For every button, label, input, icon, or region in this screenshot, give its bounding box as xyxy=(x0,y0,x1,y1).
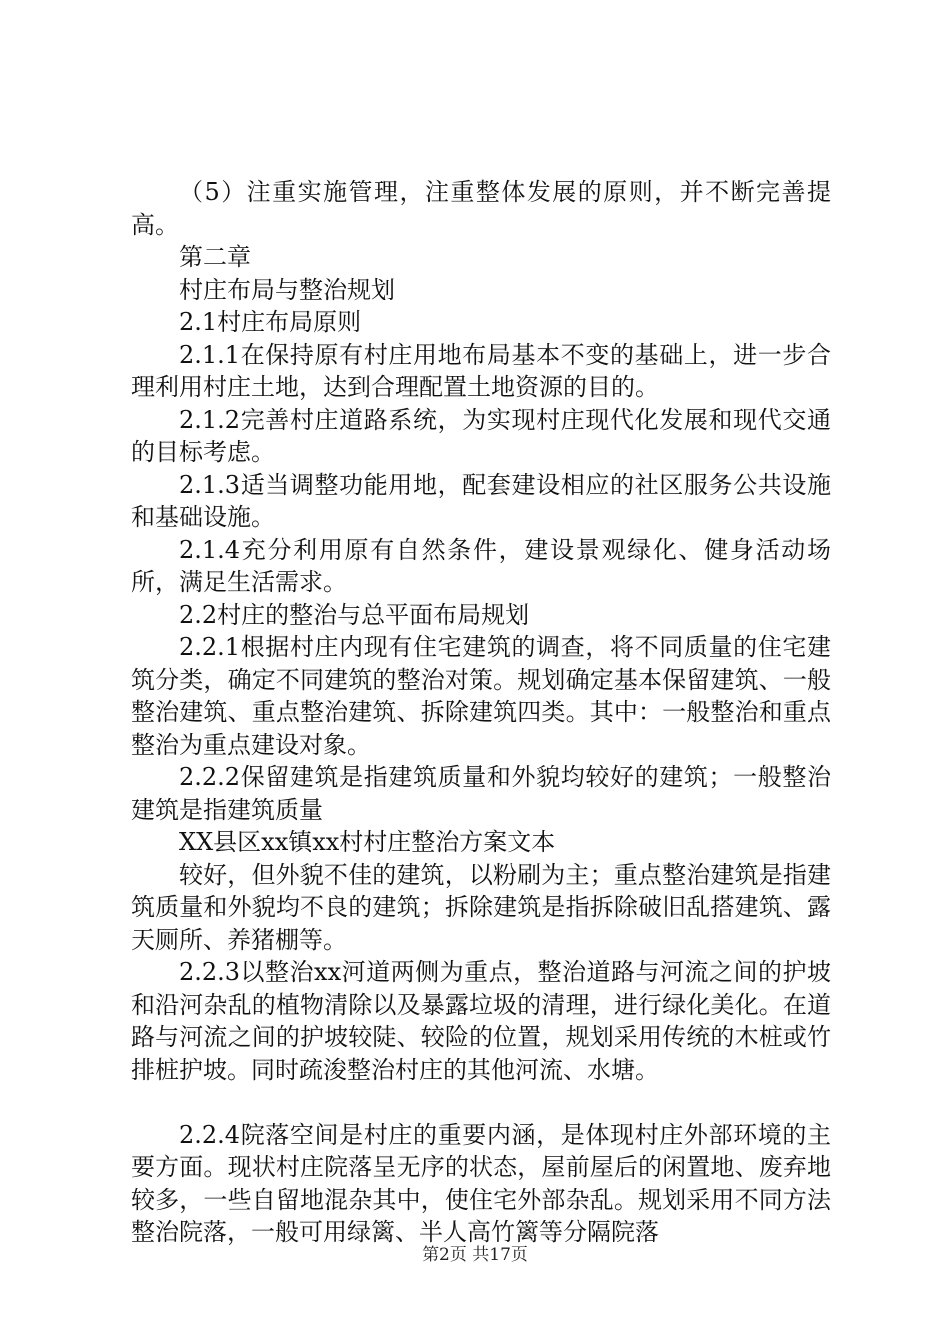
paragraph-2-1-2: 2.1.2完善村庄道路系统，为实现村庄现代化发展和现代交通的目标考虑。 xyxy=(131,405,831,466)
paragraph-2-1-4: 2.1.4充分利用原有自然条件，建设景观绿化、健身活动场所，满足生活需求。 xyxy=(131,535,831,596)
paragraph-principle-5: （5）注重实施管理，注重整体发展的原则，并不断完善提高。 xyxy=(131,178,831,239)
blank-line xyxy=(131,1086,831,1119)
chapter-title: 村庄布局与整治规划 xyxy=(179,275,395,304)
paragraph-2-2-2-continued: 较好，但外貌不佳的建筑，以粉刷为主；重点整治建筑是指建筑质量和外貌均不良的建筑；拆除建筑是指拆除破旧乱搭建筑、露天厕所、养猪棚等。 xyxy=(131,860,831,954)
paragraph-2-1-3: 2.1.3适当调整功能用地，配套建设相应的社区服务公共设施和基础设施。 xyxy=(131,470,831,531)
paragraph-2-2-2: 2.2.2保留建筑是指建筑质量和外貌均较好的建筑；一般整治建筑是指建筑质量 xyxy=(131,763,831,824)
document-running-title: XX县区xx镇xx村村庄整治方案文本 xyxy=(179,828,556,856)
chapter-number: 第二章 xyxy=(179,243,251,271)
paragraph-2-2-1: 2.2.1根据村庄内现有住宅建筑的调查，将不同质量的住宅建筑分类，确定不同建筑的整治对策。规划确定基本保留建筑、一般整治建筑、重点整治建筑、拆除建筑四类。其中：一般整治和重点整治为重点建设对象。 xyxy=(131,633,831,759)
document-body xyxy=(131,176,831,1249)
paragraph-2-2-4: 2.2.4院落空间是村庄的重要内涵，是体现村庄外部环境的主要方面。现状村庄院落呈无序的状态，屋前屋后的闲置地、废弃地较多，一些自留地混杂其中，使住宅外部杂乱。规划采用不同方法整治院落，一般可用绿篱、半人高竹篱等分隔院落 xyxy=(131,1120,831,1246)
paragraph-2-1-1: 2.1.1在保持原有村庄用地布局基本不变的基础上，进一步合理利用村庄土地，达到合理配置土地资源的目的。 xyxy=(131,340,831,401)
section-heading-2-2: 2.2村庄的整治与总平面布局规划 xyxy=(179,600,530,629)
page-number-footer: 第2页 共17页 xyxy=(422,1245,528,1265)
paragraph-2-2-3: 2.2.3以整治xx河道两侧为重点，整治道路与河流之间的护坡和沿河杂乱的植物清除以及暴露垃圾的清理，进行绿化美化。在道路与河流之间的护坡较陡、较险的位置，规划采用传统的木桩或竹排桩护坡。同时疏浚整治村庄的其他河流、水塘。 xyxy=(131,958,831,1084)
section-heading-2-1: 2.1村庄布局原则 xyxy=(179,308,362,336)
